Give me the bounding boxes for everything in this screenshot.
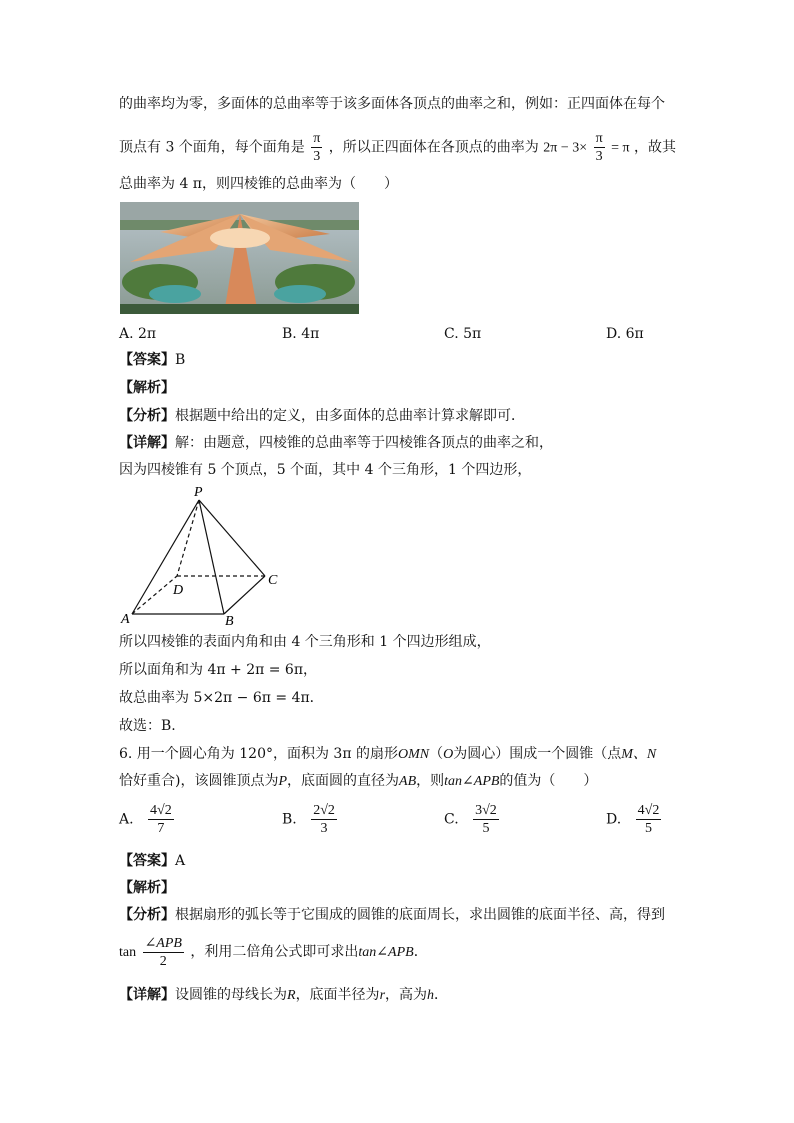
label-P: P: [194, 485, 203, 500]
q5-option-c: C. 5π: [444, 326, 482, 342]
q5-step-2: 所以面角和为 4π + 2π = 6π，: [119, 662, 318, 678]
q5-option-d: D. 6π: [606, 326, 644, 342]
intro-line-2: 顶点有 3 个面角，每个面角是 $\frac{\pi}{3}$ ，所以正四面体在各顶点的曲率为 2π − 3× $\frac{\pi}{3}$ = π ，故其: [119, 131, 677, 164]
label-C: C: [268, 573, 278, 588]
q6-option-b: B. $\frac{2√2}{3}$: [282, 803, 335, 836]
label-A: A: [121, 612, 130, 627]
q5-analysis-heading: 【解析】: [119, 380, 175, 396]
fraction-pi-over-3: $\frac{\pi}{3}$: [313, 131, 321, 164]
q5-step-1: 所以四棱锥的表面内角和由 4 个三角形和 1 个四边形组成，: [119, 634, 491, 650]
q5-step-4: 故选：B.: [119, 718, 176, 734]
pyramid-figure: [119, 483, 289, 632]
q6-xiangjie: 【详解】设圆锥的母线长为R，底面半径为r，高为h．: [119, 987, 449, 1003]
q5-xiangjie: 【详解】解：由题意，四棱锥的总曲率等于四棱锥各顶点的曲率之和，: [119, 435, 553, 451]
q6-stem-line-1: 6. 用一个圆心角为 120°，面积为 3π 的扇形OMN（O为圆心）围成一个圆锥（点M、N: [119, 746, 657, 762]
q5-option-a: A. 2π: [119, 326, 157, 342]
q6-option-c: C. $\frac{3√2}{5}$: [444, 803, 497, 836]
intro-line-3: 总曲率为 4 π，则四棱锥的总曲率为（ ）: [119, 176, 399, 192]
airport-photo: [120, 202, 359, 314]
q6-stem-line-2: 恰好重合)，该圆锥顶点为P，底面圆的直径为AB，则tan∠APB的值为（ ）: [119, 773, 598, 789]
q5-answer: 【答案】B: [119, 352, 186, 368]
fraction-pi-over-3-b: $\frac{\pi}{3}$: [595, 131, 603, 164]
q6-fenxi-line-2: tan $\frac{\text{∠APB}}{2}$ ，利用二倍角公式即可求出tan∠APB．: [119, 935, 428, 969]
label-B: B: [225, 614, 234, 628]
q5-fenxi: 【分析】根据题中给出的定义，由多面体的总曲率计算求解即可．: [119, 408, 525, 424]
q5-option-b: B. 4π: [282, 326, 320, 342]
label-D: D: [173, 583, 184, 598]
q6-option-d: D. $\frac{4√2}{5}$: [606, 803, 660, 836]
q6-fenxi: 【分析】根据扇形的弧长等于它围成的圆锥的底面周长，求出圆锥的底面半径、高，得到: [119, 907, 665, 923]
q6-analysis-heading: 【解析】: [119, 880, 175, 896]
intro-line-1: 的曲率均为零，多面体的总曲率等于该多面体各顶点的曲率之和，例如：正四面体在每个: [119, 96, 665, 112]
q6-answer: 【答案】A: [119, 853, 186, 869]
q5-step-3: 故总曲率为 5×2π − 6π = 4π．: [119, 690, 324, 706]
q6-option-a: A. $\frac{4√2}{7}$: [119, 803, 172, 836]
q5-reason: 因为四棱锥有 5 个顶点，5 个面，其中 4 个三角形，1 个四边形，: [119, 462, 532, 478]
